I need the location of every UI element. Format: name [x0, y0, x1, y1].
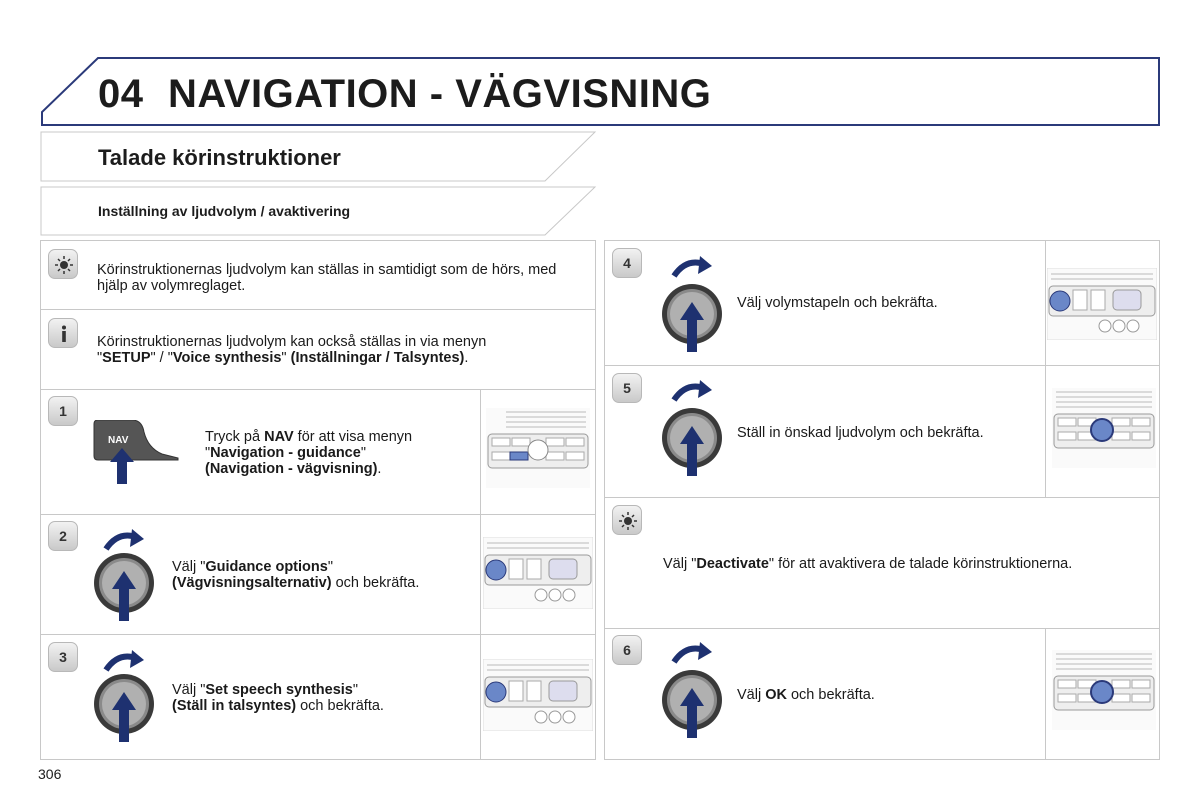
- tip-badge: [612, 505, 642, 535]
- nav-button-label: NAV: [108, 435, 129, 446]
- divider: [40, 634, 596, 635]
- divider: [480, 389, 481, 760]
- step-3-pre: Välj ": [172, 682, 206, 698]
- step-1-text: [205, 429, 475, 477]
- step-1-paren: (Navigation - vägvisning): [205, 461, 378, 477]
- chapter-number: 04: [98, 72, 144, 116]
- step-6-pre: Välj: [737, 687, 766, 703]
- step-1-quote: ": [360, 445, 366, 461]
- info-quote: ": [97, 350, 103, 366]
- step-6-end: och bekräfta.: [786, 687, 875, 703]
- info-quote: ": [281, 350, 291, 366]
- page-number: 306: [38, 766, 62, 782]
- step-6-text: [737, 687, 1037, 703]
- step-3-badge: 3: [48, 642, 78, 672]
- lightbulb-icon: [613, 506, 643, 536]
- subsection-title: Inställning av ljudvolym / avaktivering: [98, 203, 351, 219]
- step-3-option: Set speech synthesis: [205, 682, 353, 698]
- rotary-knob-icon: [656, 378, 732, 478]
- chapter-title: NAVIGATION - VÄGVISNING: [168, 72, 712, 116]
- step-1-nav: NAV: [264, 429, 294, 445]
- rotary-knob-icon: [88, 648, 164, 748]
- step-1-end: .: [377, 461, 382, 477]
- step-3-end: och bekräfta.: [296, 698, 384, 714]
- step-2-badge: 2: [48, 521, 78, 551]
- info-end: .: [464, 350, 469, 366]
- radio-thumb-1: [486, 408, 590, 493]
- step-2-pre: Välj ": [172, 559, 206, 575]
- deactivate-end: " för att avaktivera de talade körinstruktionerna.: [768, 556, 1073, 572]
- deactivate-option: Deactivate: [696, 556, 769, 572]
- divider: [604, 365, 1160, 366]
- divider: [40, 514, 596, 515]
- info-separator: " / ": [150, 350, 173, 366]
- radio-thumb-4: [1047, 268, 1157, 345]
- info-setup: SETUP: [102, 350, 151, 366]
- divider: [604, 628, 1160, 629]
- step-4-badge: 4: [612, 248, 642, 278]
- step-1-quote: ": [205, 445, 211, 461]
- step-3-text: [172, 682, 472, 714]
- divider: [1045, 628, 1046, 760]
- step-3-paren: (Ställ in talsyntes): [172, 698, 297, 714]
- nav-button-illustration: [92, 420, 182, 491]
- radio-thumb-2: [483, 537, 593, 614]
- info-prefix: Körinstruktionernas ljudvolym kan också ställas in via menyn: [97, 334, 487, 350]
- rotary-knob-icon: [656, 254, 732, 354]
- step-2-quote: ": [327, 559, 333, 575]
- rotary-knob-icon: [88, 527, 164, 627]
- step-5-text: Ställ in önskad ljudvolym och bekräfta.: [737, 425, 984, 441]
- step-2-end: och bekräfta.: [331, 575, 420, 591]
- section-title: Talade körinstruktioner: [98, 145, 341, 170]
- radio-thumb-3: [483, 659, 593, 736]
- radio-thumb-5: [1052, 388, 1156, 473]
- rotary-knob-icon: [656, 640, 732, 740]
- info-icon: [49, 319, 79, 349]
- step-6-badge: 6: [612, 635, 642, 665]
- step-2-option: Guidance options: [205, 559, 328, 575]
- lightbulb-icon: [49, 250, 79, 280]
- step-1-menu: Navigation - guidance: [210, 445, 361, 461]
- step-1-pre: Tryck på: [205, 429, 265, 445]
- step-4-text: Välj volymstapeln och bekräfta.: [737, 295, 938, 311]
- deactivate-text: [663, 556, 1153, 572]
- info-voice: Voice synthesis: [172, 350, 282, 366]
- divider: [1045, 240, 1046, 497]
- divider: [604, 497, 1160, 498]
- tip-text: Körinstruktionernas ljudvolym kan ställas in samtidigt som de hörs, med hjälp av volymreglaget.: [97, 262, 557, 294]
- step-3-quote: ": [352, 682, 359, 698]
- step-6-ok: OK: [765, 687, 787, 703]
- step-5-badge: 5: [612, 373, 642, 403]
- info-text: [97, 334, 567, 366]
- divider: [40, 389, 596, 390]
- info-badge: [48, 318, 78, 348]
- deactivate-pre: Välj ": [663, 556, 697, 572]
- info-paren: (Inställningar / Talsyntes): [290, 350, 465, 366]
- tip-badge: [48, 249, 78, 279]
- radio-thumb-6: [1052, 650, 1156, 735]
- divider: [40, 309, 596, 310]
- step-2-text: [172, 559, 472, 591]
- step-1-mid: för att visa menyn: [293, 429, 413, 445]
- step-1-badge: 1: [48, 396, 78, 426]
- step-2-paren: (Vägvisningsalternativ): [172, 575, 332, 591]
